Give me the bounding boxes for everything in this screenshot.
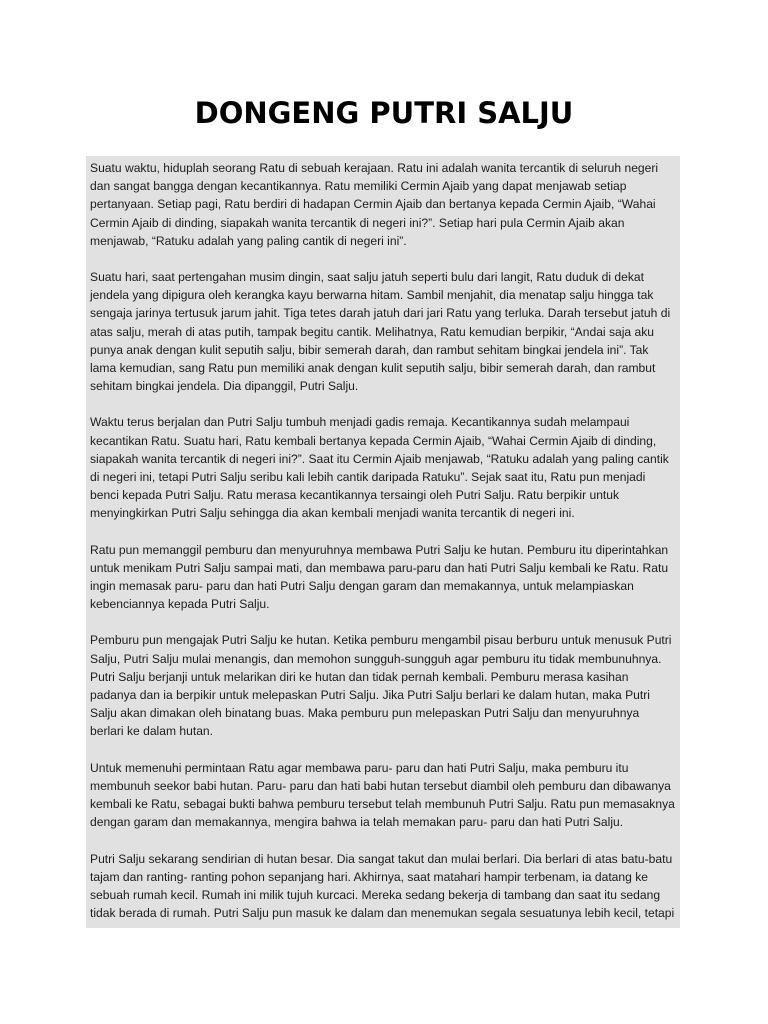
paragraph-6: Untuk memenuhi permintaan Ratu agar membawa paru- paru dan hati Putri Salju, maka pemburu itu membunuh seekor babi hutan. Paru- paru dan hati babi hutan tersebut diambil oleh pemburu dan dibawanya kembali ke Ratu, sebagai bukti bahwa pemburu tersebut telah membunuh Putri Salju. Ratu pun memasaknya dengan garam dan memakannya, mengira bahwa ia telah memakan paru- paru dan hati Putri Salju. <box>90 760 675 830</box>
paragraph-4: Ratu pun memanggil pemburu dan menyuruhnya membawa Putri Salju ke hutan. Pemburu itu diperintahkan untuk menikam Putri Salju sampai mati, dan membawa paru-paru dan hati Putri Salju kembali ke Ratu. Ratu ingin memasak paru- paru dan hati Putri Salju dengan garam dan memakannya, untuk melampiaskan kebenciannya kepada Putri Salju. <box>90 542 669 612</box>
paragraph-7: Putri Salju sekarang sendirian di hutan besar. Dia sangat takut dan mulai berlari. Dia berlari di atas batu-batu tajam dan ranting- ranting pohon sepanjang hari. Akhirnya, saat matahari hampir terbenam, ia datang ke sebuah rumah kecil. Rumah ini milik tujuh kurcaci. Mereka sedang bekerja di tambang dan saat itu sedang tidak berada di rumah. Putri Salju pun masuk ke dalam dan menemukan segala sesuatunya lebih kecil, tetapi <box>90 851 675 921</box>
paragraph-3: Waktu terus berjalan dan Putri Salju tumbuh menjadi gadis remaja. Kecantikannya sudah melampaui kecantikan Ratu. Suatu hari, Ratu kembali bertanya kepada Cermin Ajaib, “Wahai Cermin Ajaib di dinding, siapakah wanita tercantik di negeri ini?”. Saat itu Cermin Ajaib menjawab, “Ratuku adalah yang paling cantik di negeri ini, tetapi Putri Salju seribu kali lebih cantik daripada Ratuku”. Sejak saat itu, Ratu pun menjadi benci kepada Putri Salju. Ratu merasa kecantikannya tersaingi oleh Putri Salju. Ratu berpikir untuk menyingkirkan Putri Salju sehingga dia akan kembali menjadi wanita tercantik di negeri ini. <box>90 415 669 521</box>
page-title: DONGENG PUTRI SALJU <box>194 96 574 130</box>
paragraph-1: Suatu waktu, hiduplah seorang Ratu di sebuah kerajaan. Ratu ini adalah wanita tercantik di seluruh negeri dan sangat bangga dengan kecantikannya. Ratu memiliki Cermin Ajaib yang dapat menjawab setiap pertanyaan. Setiap pagi, Ratu berdiri di hadapan Cermin Ajaib dan bertanya kepada Cermin Ajaib, “Wahai Cermin Ajaib di dinding, siapakah wanita tercantik di negeri ini?”. Setiap hari pula Cermin Ajaib akan menjawab, “Ratuku adalah yang paling cantik di negeri ini”. <box>90 161 659 248</box>
story-text-block <box>86 156 680 928</box>
paragraph-5: Pemburu pun mengajak Putri Salju ke hutan. Ketika pemburu mengambil pisau berburu untuk menusuk Putri Salju, Putri Salju mulai menangis, dan memohon sungguh-sungguh agar pemburu itu tidak membunuhnya. Putri Salju berjanji untuk melarikan diri ke hutan dan tidak pernah kembali. Pemburu merasa kasihan padanya dan ia berpikir untuk melepaskan Putri Salju. Jika Putri Salju berlari ke dalam hutan, maka Putri Salju akan dimakan oleh binatang buas. Maka pemburu pun melepaskan Putri Salju dan menyuruhnya berlari ke dalam hutan. <box>90 633 672 739</box>
paragraph-2: Suatu hari, saat pertengahan musim dingin, saat salju jatuh seperti bulu dari langit, Ratu duduk di dekat jendela yang dipigura oleh kerangka kayu berwarna hitam. Sambil menjahit, dia menatap salju hingga tak sengaja jarinya tertusuk jarum jahit. Tiga tetes darah jatuh dari jari Ratu yang terluka. Darah tersebut jatuh di atas salju, merah di atas putih, tampak begitu cantik. Melihatnya, Ratu kemudian berpikir, “Andai saja aku punya anak dengan kulit seputih salju, bibir semerah darah, dan rambut sehitam bingkai jendela ini”. Tak lama kemudian, sang Ratu pun memiliki anak dengan kulit seputih salju, bibir semerah darah, dan rambut sehitam bingkai jendela. Dia dipanggil, Putri Salju. <box>90 270 671 394</box>
